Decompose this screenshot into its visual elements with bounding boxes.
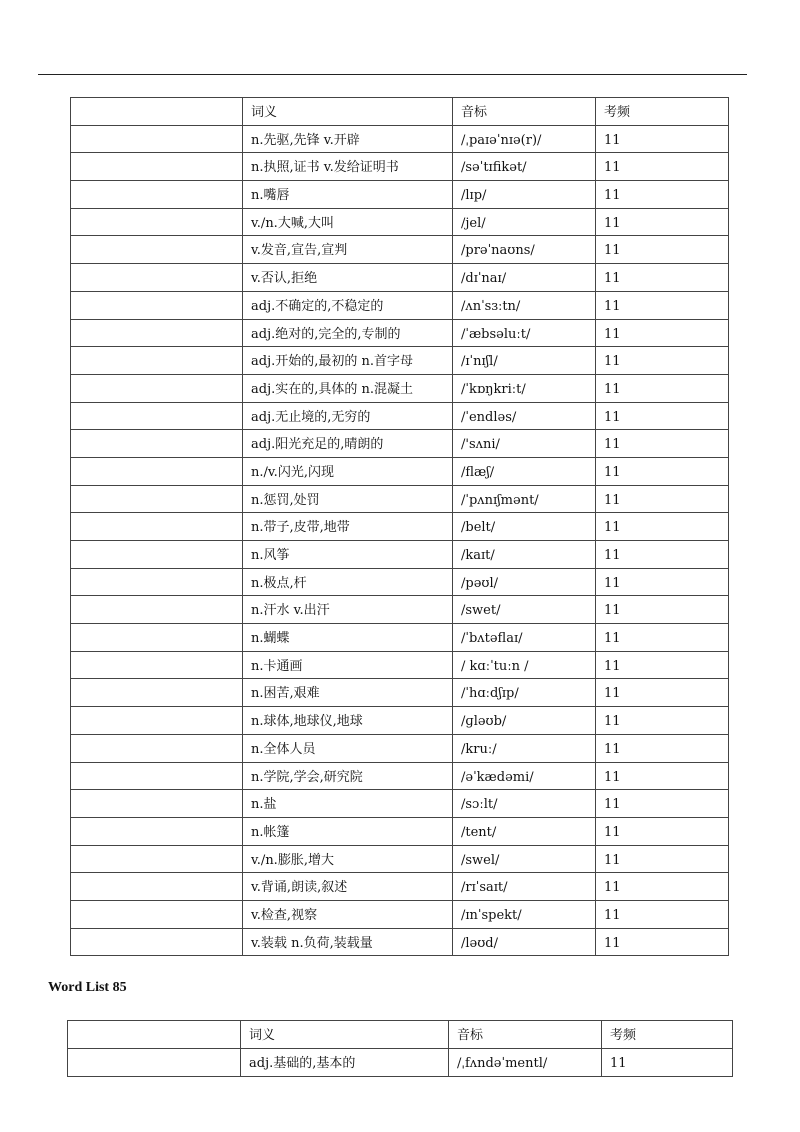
table-row [71, 790, 729, 818]
meaning-cell: adj.实在的,具体的 n.混凝土 [243, 374, 453, 402]
table-row [71, 319, 729, 347]
frequency-cell: 11 [596, 707, 729, 735]
word-cell [71, 181, 243, 209]
header-frequency: 考频 [596, 98, 729, 126]
frequency-cell: 11 [596, 873, 729, 901]
frequency-cell: 11 [596, 596, 729, 624]
phonetic-cell: /ˈæbsəluːt/ [453, 319, 596, 347]
meaning-cell: n.球体,地球仪,地球 [243, 707, 453, 735]
meaning-cell: n./v.闪光,闪现 [243, 457, 453, 485]
frequency-cell: 11 [596, 485, 729, 513]
phonetic-cell: /tent/ [453, 817, 596, 845]
meaning-cell: adj.不确定的,不稳定的 [243, 291, 453, 319]
word-cell [71, 596, 243, 624]
frequency-cell: 11 [596, 153, 729, 181]
table-row [71, 430, 729, 458]
table-row [71, 845, 729, 873]
word-cell [71, 845, 243, 873]
meaning-cell: adj.绝对的,完全的,专制的 [243, 319, 453, 347]
frequency-cell: 11 [596, 208, 729, 236]
word-cell [71, 374, 243, 402]
word-cell [71, 762, 243, 790]
frequency-cell: 11 [596, 513, 729, 541]
phonetic-cell: /səˈtɪfikət/ [453, 153, 596, 181]
meaning-cell: v./n.膨胀,增大 [243, 845, 453, 873]
phonetic-cell: /ˈendləs/ [453, 402, 596, 430]
table-row [71, 568, 729, 596]
word-cell [71, 707, 243, 735]
phonetic-cell: /ˈpʌnɪʃmənt/ [453, 485, 596, 513]
table-row [71, 291, 729, 319]
word-cell [71, 679, 243, 707]
word-cell [71, 790, 243, 818]
word-cell [71, 541, 243, 569]
header-word [68, 1021, 241, 1049]
meaning-cell: n.先驱,先锋 v.开辟 [243, 125, 453, 153]
word-cell [68, 1049, 241, 1077]
table-row [71, 485, 729, 513]
word-cell [71, 430, 243, 458]
word-cell [71, 568, 243, 596]
phonetic-cell: /ʌnˈsɜːtn/ [453, 291, 596, 319]
vocabulary-table [70, 97, 729, 956]
header-phonetic: 音标 [449, 1021, 602, 1049]
frequency-cell: 11 [596, 457, 729, 485]
table-row [71, 153, 729, 181]
phonetic-cell: /ˌfʌndəˈmentl/ [449, 1049, 602, 1077]
meaning-cell: v.背诵,朗读,叙述 [243, 873, 453, 901]
meaning-cell: adj.基础的,基本的 [241, 1049, 449, 1077]
frequency-cell: 11 [596, 430, 729, 458]
meaning-cell: v.检查,视察 [243, 900, 453, 928]
table-row [68, 1049, 733, 1077]
phonetic-cell: /əˈkædəmi/ [453, 762, 596, 790]
phonetic-cell: /kaɪt/ [453, 541, 596, 569]
word-cell [71, 125, 243, 153]
table-row [71, 264, 729, 292]
meaning-cell: n.执照,证书 v.发给证明书 [243, 153, 453, 181]
word-cell [71, 457, 243, 485]
table-row [71, 374, 729, 402]
frequency-cell: 11 [596, 817, 729, 845]
frequency-cell: 11 [596, 928, 729, 956]
table-header-row [68, 1021, 733, 1049]
word-cell [71, 928, 243, 956]
table-header-row [71, 98, 729, 126]
phonetic-cell: /ˈbʌtəflaɪ/ [453, 624, 596, 652]
frequency-cell: 11 [596, 762, 729, 790]
phonetic-cell: /sɔːlt/ [453, 790, 596, 818]
frequency-cell: 11 [596, 319, 729, 347]
meaning-cell: v.发音,宣告,宣判 [243, 236, 453, 264]
meaning-cell: v.装载 n.负荷,装载量 [243, 928, 453, 956]
table-row [71, 900, 729, 928]
frequency-cell: 11 [596, 624, 729, 652]
phonetic-cell: /ɪˈnɪʃl/ [453, 347, 596, 375]
frequency-cell: 11 [596, 236, 729, 264]
frequency-cell: 11 [596, 181, 729, 209]
meaning-cell: n.困苦,艰难 [243, 679, 453, 707]
table-row [71, 762, 729, 790]
table-row [71, 679, 729, 707]
word-cell [71, 208, 243, 236]
header-meaning: 词义 [243, 98, 453, 126]
phonetic-cell: /rɪˈsaɪt/ [453, 873, 596, 901]
phonetic-cell: / kɑːˈtuːn / [453, 651, 596, 679]
table-row [71, 541, 729, 569]
table-body [71, 98, 729, 956]
header-phonetic: 音标 [453, 98, 596, 126]
frequency-cell: 11 [596, 264, 729, 292]
table-row [71, 624, 729, 652]
frequency-cell: 11 [602, 1049, 733, 1077]
frequency-cell: 11 [596, 374, 729, 402]
table-body [68, 1021, 733, 1077]
header-frequency: 考频 [602, 1021, 733, 1049]
table-row [71, 651, 729, 679]
table-row [71, 347, 729, 375]
frequency-cell: 11 [596, 347, 729, 375]
table-row [71, 873, 729, 901]
page-header-rule [38, 74, 747, 75]
frequency-cell: 11 [596, 845, 729, 873]
phonetic-cell: /flæʃ/ [453, 457, 596, 485]
meaning-cell: n.带子,皮带,地带 [243, 513, 453, 541]
phonetic-cell: /swet/ [453, 596, 596, 624]
table-row [71, 402, 729, 430]
frequency-cell: 11 [596, 734, 729, 762]
table-row [71, 236, 729, 264]
meaning-cell: n.学院,学会,研究院 [243, 762, 453, 790]
word-cell [71, 347, 243, 375]
meaning-cell: n.卡通画 [243, 651, 453, 679]
meaning-cell: n.汗水 v.出汗 [243, 596, 453, 624]
meaning-cell: n.风筝 [243, 541, 453, 569]
word-cell [71, 402, 243, 430]
phonetic-cell: /dɪˈnaɪ/ [453, 264, 596, 292]
meaning-cell: adj.开始的,最初的 n.首字母 [243, 347, 453, 375]
frequency-cell: 11 [596, 125, 729, 153]
phonetic-cell: /ˌpaɪəˈnɪə(r)/ [453, 125, 596, 153]
frequency-cell: 11 [596, 541, 729, 569]
phonetic-cell: /belt/ [453, 513, 596, 541]
meaning-cell: n.盐 [243, 790, 453, 818]
meaning-cell: n.蝴蝶 [243, 624, 453, 652]
phonetic-cell: /ɡləʊb/ [453, 707, 596, 735]
word-cell [71, 264, 243, 292]
frequency-cell: 11 [596, 900, 729, 928]
word-cell [71, 817, 243, 845]
table-row [71, 596, 729, 624]
meaning-cell: n.极点,杆 [243, 568, 453, 596]
table-row [71, 181, 729, 209]
table-row [71, 125, 729, 153]
word-cell [71, 513, 243, 541]
header-meaning: 词义 [241, 1021, 449, 1049]
word-cell [71, 153, 243, 181]
word-cell [71, 291, 243, 319]
meaning-cell: adj.阳光充足的,晴朗的 [243, 430, 453, 458]
meaning-cell: adj.无止境的,无穷的 [243, 402, 453, 430]
phonetic-cell: /pəʊl/ [453, 568, 596, 596]
header-word [71, 98, 243, 126]
table-row [71, 734, 729, 762]
table-row [71, 457, 729, 485]
word-cell [71, 319, 243, 347]
frequency-cell: 11 [596, 679, 729, 707]
meaning-cell: n.嘴唇 [243, 181, 453, 209]
frequency-cell: 11 [596, 291, 729, 319]
word-cell [71, 651, 243, 679]
table-row [71, 707, 729, 735]
phonetic-cell: /ləʊd/ [453, 928, 596, 956]
table-row [71, 513, 729, 541]
vocabulary-table-2 [67, 1020, 733, 1077]
word-cell [71, 624, 243, 652]
table-row [71, 817, 729, 845]
phonetic-cell: /'sʌni/ [453, 430, 596, 458]
phonetic-cell: /prəˈnaʊns/ [453, 236, 596, 264]
phonetic-cell: /lɪp/ [453, 181, 596, 209]
meaning-cell: n.帐篷 [243, 817, 453, 845]
frequency-cell: 11 [596, 402, 729, 430]
meaning-cell: n.全体人员 [243, 734, 453, 762]
word-list-title: Word List 85 [48, 980, 127, 995]
phonetic-cell: /kruː/ [453, 734, 596, 762]
table-row [71, 208, 729, 236]
word-cell [71, 236, 243, 264]
meaning-cell: v.否认,拒绝 [243, 264, 453, 292]
phonetic-cell: /ɪnˈspekt/ [453, 900, 596, 928]
meaning-cell: v./n.大喊,大叫 [243, 208, 453, 236]
word-cell [71, 485, 243, 513]
word-cell [71, 734, 243, 762]
word-cell [71, 900, 243, 928]
frequency-cell: 11 [596, 651, 729, 679]
meaning-cell: n.惩罚,处罚 [243, 485, 453, 513]
phonetic-cell: /swel/ [453, 845, 596, 873]
frequency-cell: 11 [596, 790, 729, 818]
phonetic-cell: /ˈkɒŋkriːt/ [453, 374, 596, 402]
word-cell [71, 873, 243, 901]
phonetic-cell: /ˈhɑːdʃɪp/ [453, 679, 596, 707]
table-row [71, 928, 729, 956]
phonetic-cell: /jel/ [453, 208, 596, 236]
frequency-cell: 11 [596, 568, 729, 596]
